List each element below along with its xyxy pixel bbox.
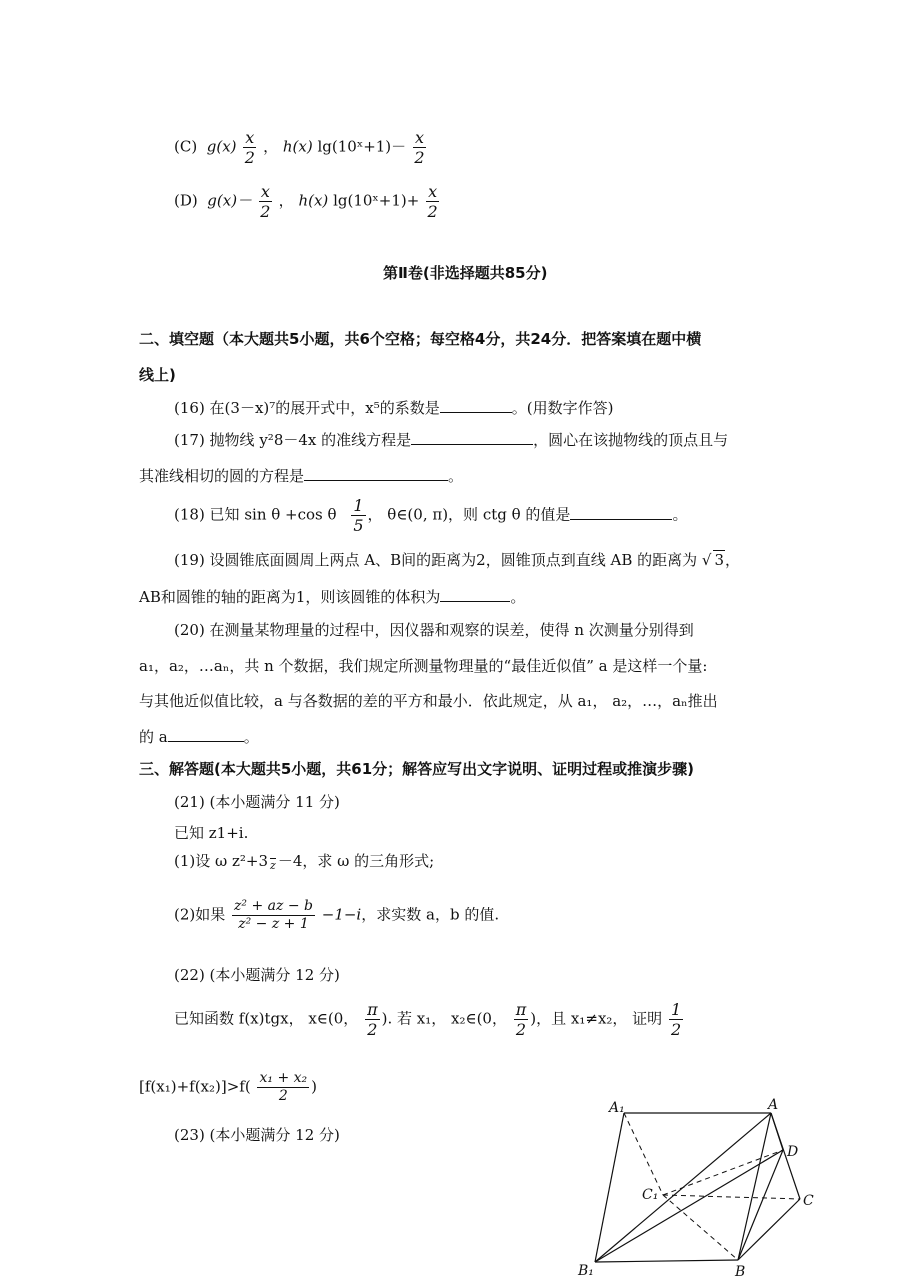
q19-sqrt-value: 3 <box>714 551 725 569</box>
frac-num: 1 <box>670 1000 682 1019</box>
edge-b1-d <box>595 1150 783 1262</box>
option-c-label: (C) <box>174 137 198 156</box>
q22-head: (22) (本小题满分 12 分) <box>174 966 340 984</box>
question-16 <box>174 398 613 417</box>
frac-num: x <box>428 182 438 201</box>
label-b1: B₁ <box>578 1263 594 1279</box>
prism-figure <box>575 1095 820 1280</box>
sqrt-symbol: √ <box>701 551 712 569</box>
q16-tail: 。(用数字作答) <box>511 399 614 417</box>
hidden-a1-c1 <box>624 1113 663 1195</box>
question-19-line1 <box>174 550 740 569</box>
frac-den: 2 <box>414 148 425 168</box>
q18-frac <box>351 496 365 535</box>
q19-text-c: AB和圆锥的轴的距离为1，则该圆锥的体积为 <box>139 588 441 606</box>
separator: ， <box>263 137 279 156</box>
label-a: A <box>768 1097 779 1113</box>
q21-part2-text: (2)如果 <box>174 905 226 924</box>
q17-text-c: 其准线相切的圆的方程是 <box>139 467 305 485</box>
hidden-c1-c <box>663 1195 800 1199</box>
frac-den: 2 <box>367 1020 378 1040</box>
frac-den: 2 <box>260 202 271 222</box>
q18-tail: 。 <box>672 505 688 524</box>
q17-tail: 。 <box>448 467 464 485</box>
option-c <box>174 128 428 167</box>
q21-part2-tail: ，求实数 a，b 的值. <box>361 905 500 924</box>
q20-answer-blank <box>168 727 244 742</box>
frac-num: x <box>414 128 424 147</box>
q23-head: (23) (本小题满分 12 分) <box>174 1126 340 1144</box>
q17-answer-blank-2 <box>304 466 448 481</box>
q17-text-b: ，圆心在该抛物线的顶点且与 <box>533 431 729 449</box>
q16-text: (16) 在(3－x)⁷的展开式中，x⁵的系数是 <box>174 399 440 417</box>
option-c-g-frac <box>243 128 256 167</box>
q22-half-frac <box>669 1000 683 1039</box>
option-d <box>174 182 441 221</box>
q22-close: ) <box>311 1077 317 1096</box>
section2-title-line2: 线上) <box>139 366 176 384</box>
q22-pi-frac-1 <box>365 1000 380 1039</box>
hidden-c1-d <box>663 1150 783 1195</box>
frac-den: z² − z + 1 <box>238 915 309 932</box>
conj-z: z <box>270 859 276 872</box>
q21-part1 <box>174 852 434 872</box>
question-17-line1 <box>174 430 728 449</box>
q22-line2 <box>139 1070 317 1105</box>
edge-b1-b <box>595 1260 738 1262</box>
q19-text-b: ， <box>725 551 741 569</box>
q21-conj-z <box>270 852 276 872</box>
question-19-line2 <box>139 587 525 606</box>
frac-den: 2 <box>515 1020 527 1040</box>
option-d-g-frac <box>259 182 272 221</box>
q17-answer-blank-1 <box>411 430 533 445</box>
frac-den: 2 <box>427 202 438 222</box>
q21-part1-tail: －4，求 ω 的三角形式; <box>277 852 435 871</box>
q22-text-c: )，且 x₁≠x₂， 证明 <box>530 1009 663 1028</box>
option-d-h: h(x) <box>298 191 329 210</box>
q22-text: 已知函数 f(x)tgx， x∈(0， <box>174 1009 359 1028</box>
frac-num: π <box>367 1000 378 1019</box>
section3-title: 三、解答题(本大题共5小题，共61分；解答应写出文字说明、证明过程或推演步骤) <box>139 760 695 778</box>
q21-part2-rhs: −1−i <box>321 905 362 924</box>
edge-d-b <box>738 1150 783 1260</box>
q20-text: 的 a <box>139 728 168 746</box>
q21-head: (21) (本小题满分 11 分) <box>174 793 340 811</box>
edge-a1-b1 <box>595 1113 624 1262</box>
q22-line1 <box>174 1000 685 1039</box>
option-d-h-frac <box>426 182 439 221</box>
part2-title: 第Ⅱ卷(非选择题共85分) <box>383 264 548 282</box>
edge-c-b <box>738 1199 800 1260</box>
q19-tail: 。 <box>510 588 526 606</box>
frac-num: z² + az − b <box>234 898 313 914</box>
separator: ， <box>278 191 294 210</box>
q20-tail: 。 <box>243 728 259 746</box>
frac-den: 2 <box>278 1087 288 1104</box>
q16-answer-blank <box>440 398 512 413</box>
question-17-line2 <box>139 466 463 485</box>
frac-num: x₁ + x₂ <box>259 1070 308 1086</box>
label-c1: C₁ <box>642 1187 659 1203</box>
option-c-h-expr: lg(10ˣ+1)－ <box>317 137 407 156</box>
hidden-c1-b <box>663 1195 738 1260</box>
option-c-g: g(x) <box>206 137 237 156</box>
label-b: B <box>735 1264 746 1280</box>
frac-den: 2 <box>670 1020 682 1040</box>
q21-part2-frac <box>232 898 315 933</box>
frac-num: x <box>260 182 270 201</box>
frac-num: x <box>245 128 255 147</box>
edge-a-b <box>738 1113 771 1260</box>
label-d: D <box>787 1144 799 1160</box>
q19-answer-blank <box>440 587 510 602</box>
q18-answer-blank <box>570 505 672 520</box>
question-20-line2: a₁，a₂，…aₙ，共 n 个数据，我们规定所测量物理量的“最佳近似值” a 是这样一个量: <box>139 657 708 675</box>
question-20-line1: (20) 在测量某物理量的过程中，因仪器和观察的误差，使得 n 次测量分别得到 <box>174 621 694 639</box>
frac-den: 2 <box>244 148 255 168</box>
q21-part1-text: (1)设 ω z²+3 <box>174 852 269 871</box>
q17-text: (17) 抛物线 y²8－4x 的准线方程是 <box>174 431 412 449</box>
q22-mid-frac <box>257 1070 309 1105</box>
option-d-h-expr: lg(10ˣ+1)+ <box>333 191 420 210</box>
option-d-label: (D) <box>174 191 198 210</box>
question-18 <box>174 496 687 535</box>
q18-text-b: ， θ∈(0, π)，则 ctg θ 的值是 <box>367 505 571 524</box>
option-d-g: g(x)－ <box>207 191 253 210</box>
q19-text: (19) 设圆锥底面圆周上两点 A、B间的距离为2，圆锥顶点到直线 AB 的距离为 <box>174 551 698 569</box>
q22-ineq: [f(x₁)+f(x₂)]>f( <box>139 1077 251 1096</box>
frac-num: 1 <box>353 496 364 515</box>
option-c-h-frac <box>413 128 426 167</box>
section2-title-line1: 二、填空题（本大题共5小题，共6个空格；每空格4分，共24分．把答案填在题中横 <box>139 330 702 348</box>
frac-num: π <box>515 1000 527 1019</box>
question-20-line4 <box>139 727 259 746</box>
label-a1: A₁ <box>609 1100 625 1116</box>
frac-den: 5 <box>353 516 364 536</box>
q22-pi-frac-2 <box>514 1000 529 1039</box>
question-20-line3: 与其他近似值比较，a 与各数据的差的平方和最小．依此规定，从 a₁， a₂，…，aₙ推出 <box>139 692 718 710</box>
q21-part2 <box>174 898 499 933</box>
q22-text-b: ). 若 x₁， x₂∈(0， <box>381 1009 507 1028</box>
q21-given: 已知 z1+i. <box>174 824 249 842</box>
label-c: C <box>803 1193 814 1209</box>
option-c-h: h(x) <box>282 137 313 156</box>
q18-text: (18) 已知 sin θ +cos θ <box>174 505 337 524</box>
edge-a-d <box>771 1113 783 1150</box>
